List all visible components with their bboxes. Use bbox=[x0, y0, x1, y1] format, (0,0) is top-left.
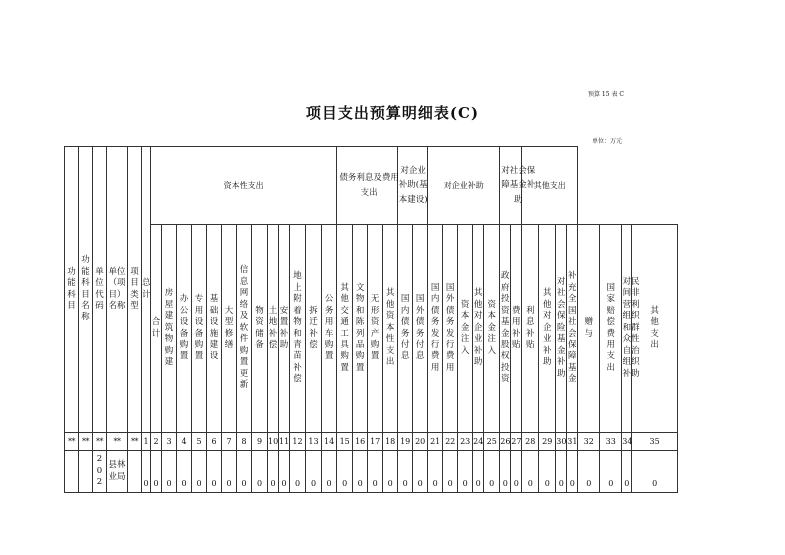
column-index-cell: 28 bbox=[522, 433, 539, 451]
value-cell: 0 bbox=[368, 451, 383, 493]
column-index-cell: 9 bbox=[252, 433, 268, 451]
unit-label: 单位：万元 bbox=[592, 138, 623, 145]
column-index-cell: 26 bbox=[500, 433, 511, 451]
header-func-subject: 功能科目 bbox=[65, 147, 79, 433]
column-index-cell: 22 bbox=[443, 433, 458, 451]
header-debt-for-interest: 国外债务付息 bbox=[413, 225, 428, 433]
header-debt-for-fee: 国外债务发行费用 bbox=[443, 225, 458, 433]
column-index-cell: 29 bbox=[539, 433, 556, 451]
header-ent-capital-inject: 资本金注入 bbox=[458, 225, 473, 433]
value-cell: 0 bbox=[428, 451, 443, 493]
column-index-cell: 34 bbox=[622, 433, 632, 451]
header-ss-supplement: 补充全国社会保障基金 bbox=[567, 225, 578, 433]
header-unit-name: 单位（项目）名称 bbox=[107, 147, 128, 433]
value-cell: 0 bbox=[279, 451, 290, 493]
header-cap-repair: 大型修缮 bbox=[222, 225, 237, 433]
header-debt-dom-interest: 国内债务付息 bbox=[398, 225, 413, 433]
column-index-cell: 3 bbox=[162, 433, 177, 451]
value-cell: 0 bbox=[268, 451, 279, 493]
header-cap-it: 信息网络及软件购置更新 bbox=[237, 225, 252, 433]
cell-unit-name: 县林业局 bbox=[107, 451, 128, 493]
cell-func-subject bbox=[65, 451, 79, 493]
value-cell: 0 bbox=[600, 451, 622, 493]
value-cell: 0 bbox=[142, 451, 151, 493]
column-index-cell: 5 bbox=[192, 433, 207, 451]
column-index-cell: 7 bbox=[222, 433, 237, 451]
value-cell: 0 bbox=[458, 451, 473, 493]
header-cap-cultural: 文物和陈列品购置 bbox=[353, 225, 368, 433]
value-cell: 0 bbox=[539, 451, 556, 493]
header-ent-fee-subsidy: 费用补贴 bbox=[511, 225, 522, 433]
header-other-other: 其他支出 bbox=[632, 225, 678, 433]
value-cell: 0 bbox=[337, 451, 353, 493]
column-index-cell: 4 bbox=[177, 433, 192, 451]
column-index-cell: ** bbox=[128, 433, 142, 451]
value-cell: 0 bbox=[177, 451, 192, 493]
header-func-name: 功能科目名称 bbox=[79, 147, 93, 433]
value-cell: 0 bbox=[151, 451, 162, 493]
value-cell: 0 bbox=[322, 451, 337, 493]
header-other-group: 其他支出 bbox=[522, 147, 578, 225]
value-cell: 0 bbox=[383, 451, 398, 493]
cell-unit-code: 202 bbox=[93, 451, 107, 493]
column-index-row bbox=[65, 433, 678, 451]
value-cell: 0 bbox=[192, 451, 207, 493]
header-ent-gov-invest: 政府投资基金股权投资 bbox=[500, 225, 511, 433]
value-cell: 0 bbox=[556, 451, 567, 493]
column-index-cell: 30 bbox=[556, 433, 567, 451]
column-index-cell: 11 bbox=[279, 433, 290, 451]
column-index-cell: ** bbox=[65, 433, 79, 451]
header-enterprise-capital-group: 对企业补助(基本建设) bbox=[398, 147, 428, 225]
column-index-cell: ** bbox=[93, 433, 107, 451]
header-ent-other: 其他对企业补助 bbox=[539, 225, 556, 433]
value-cell: 0 bbox=[237, 451, 252, 493]
form-code: 预算 15 表 C bbox=[588, 91, 624, 98]
column-index-cell: 8 bbox=[237, 433, 252, 451]
value-cell: 0 bbox=[353, 451, 368, 493]
header-project-type: 项目类型 bbox=[128, 147, 142, 433]
value-cell: 0 bbox=[306, 451, 322, 493]
column-index-cell: 16 bbox=[353, 433, 368, 451]
header-enterprise-subsidy-group: 对企业补助 bbox=[428, 147, 500, 225]
header-other-gift: 赠与 bbox=[578, 225, 600, 433]
header-cap-intangible: 无形资产购置 bbox=[368, 225, 383, 433]
column-index-cell: 19 bbox=[398, 433, 413, 451]
column-index-cell: 31 bbox=[567, 433, 578, 451]
value-cell: 0 bbox=[443, 451, 458, 493]
value-cell: 0 bbox=[290, 451, 306, 493]
column-index-cell: 13 bbox=[306, 433, 322, 451]
table-row bbox=[65, 451, 678, 493]
value-cell: 0 bbox=[522, 451, 539, 493]
header-cap-special: 专用设备购置 bbox=[192, 225, 207, 433]
value-cell: 0 bbox=[500, 451, 511, 493]
header-ent-capital-inject-2: 资本金注入 bbox=[484, 225, 500, 433]
header-ent-interest-subsidy: 利息补贴 bbox=[522, 225, 539, 433]
value-cell: 0 bbox=[398, 451, 413, 493]
header-other-compensation: 国家赔偿费用支出 bbox=[600, 225, 622, 433]
column-index-cell: 35 bbox=[632, 433, 678, 451]
column-index-cell: 32 bbox=[578, 433, 600, 451]
value-cell: 0 bbox=[473, 451, 484, 493]
value-cell: 0 bbox=[511, 451, 522, 493]
value-cell: 0 bbox=[252, 451, 268, 493]
column-index-cell: 12 bbox=[290, 433, 306, 451]
header-total: 总计 bbox=[142, 147, 151, 433]
column-index-cell: 24 bbox=[473, 433, 484, 451]
column-index-cell: 6 bbox=[207, 433, 222, 451]
column-index-cell: 23 bbox=[458, 433, 473, 451]
column-index-cell: 15 bbox=[337, 433, 353, 451]
value-cell: 0 bbox=[162, 451, 177, 493]
page-title: 项目支出预算明细表(C) bbox=[305, 104, 480, 122]
value-cell: 0 bbox=[413, 451, 428, 493]
value-cell: 0 bbox=[622, 451, 632, 493]
column-index-cell: 27 bbox=[511, 433, 522, 451]
column-index-cell: 33 bbox=[600, 433, 622, 451]
header-cap-attach: 地上附着物和青苗补偿 bbox=[290, 225, 306, 433]
header-debt-group: 债务利息及费用支出 bbox=[337, 147, 398, 225]
column-index-cell: 1 bbox=[142, 433, 151, 451]
value-cell: 0 bbox=[567, 451, 578, 493]
header-debt-dom-fee: 国内债务发行费用 bbox=[428, 225, 443, 433]
header-cap-reserve: 物资储备 bbox=[252, 225, 268, 433]
column-index-cell: 20 bbox=[413, 433, 428, 451]
value-cell: 0 bbox=[632, 451, 678, 493]
value-cell: 0 bbox=[484, 451, 500, 493]
column-index-cell: 21 bbox=[428, 433, 443, 451]
header-cap-office: 办公设备购置 bbox=[177, 225, 192, 433]
header-cap-building: 房屋建筑物购建 bbox=[162, 225, 177, 433]
header-cap-demolish: 拆迁补偿 bbox=[306, 225, 322, 433]
column-index-cell: 18 bbox=[383, 433, 398, 451]
value-cell: 0 bbox=[222, 451, 237, 493]
header-cap-infra: 基础设施建设 bbox=[207, 225, 222, 433]
column-index-cell: ** bbox=[79, 433, 93, 451]
header-cap-other: 其他资本性支出 bbox=[383, 225, 398, 433]
value-cell: 0 bbox=[578, 451, 600, 493]
budget-table bbox=[64, 146, 678, 493]
header-cap-transport: 其他交通工具购置 bbox=[337, 225, 353, 433]
value-cell: 0 bbox=[207, 451, 222, 493]
header-cap-resettle: 安置补助 bbox=[279, 225, 290, 433]
header-capital-group: 资本性支出 bbox=[151, 147, 337, 225]
header-ent-other-basic: 其他对企业补助 bbox=[473, 225, 484, 433]
column-index-cell: 14 bbox=[322, 433, 337, 451]
column-index-cell: 10 bbox=[268, 433, 279, 451]
header-other-nonprofit: 对民间非营利组织和群众性自治组织补助 bbox=[622, 225, 632, 433]
column-index-cell: ** bbox=[107, 433, 128, 451]
header-social-security-group: 对社会保障基金补助 bbox=[500, 147, 522, 225]
header-ss-fund-subsidy: 对社会保险基金补助 bbox=[556, 225, 567, 433]
header-cap-vehicle: 公务用车购置 bbox=[322, 225, 337, 433]
header-unit-code: 单位代码 bbox=[93, 147, 107, 433]
column-index-cell: 2 bbox=[151, 433, 162, 451]
header-cap-land: 土地补偿 bbox=[268, 225, 279, 433]
column-index-cell: 25 bbox=[484, 433, 500, 451]
cell-func-name bbox=[79, 451, 93, 493]
column-index-cell: 17 bbox=[368, 433, 383, 451]
cell-project-type bbox=[128, 451, 142, 493]
header-subtotal: 合计 bbox=[151, 225, 162, 433]
